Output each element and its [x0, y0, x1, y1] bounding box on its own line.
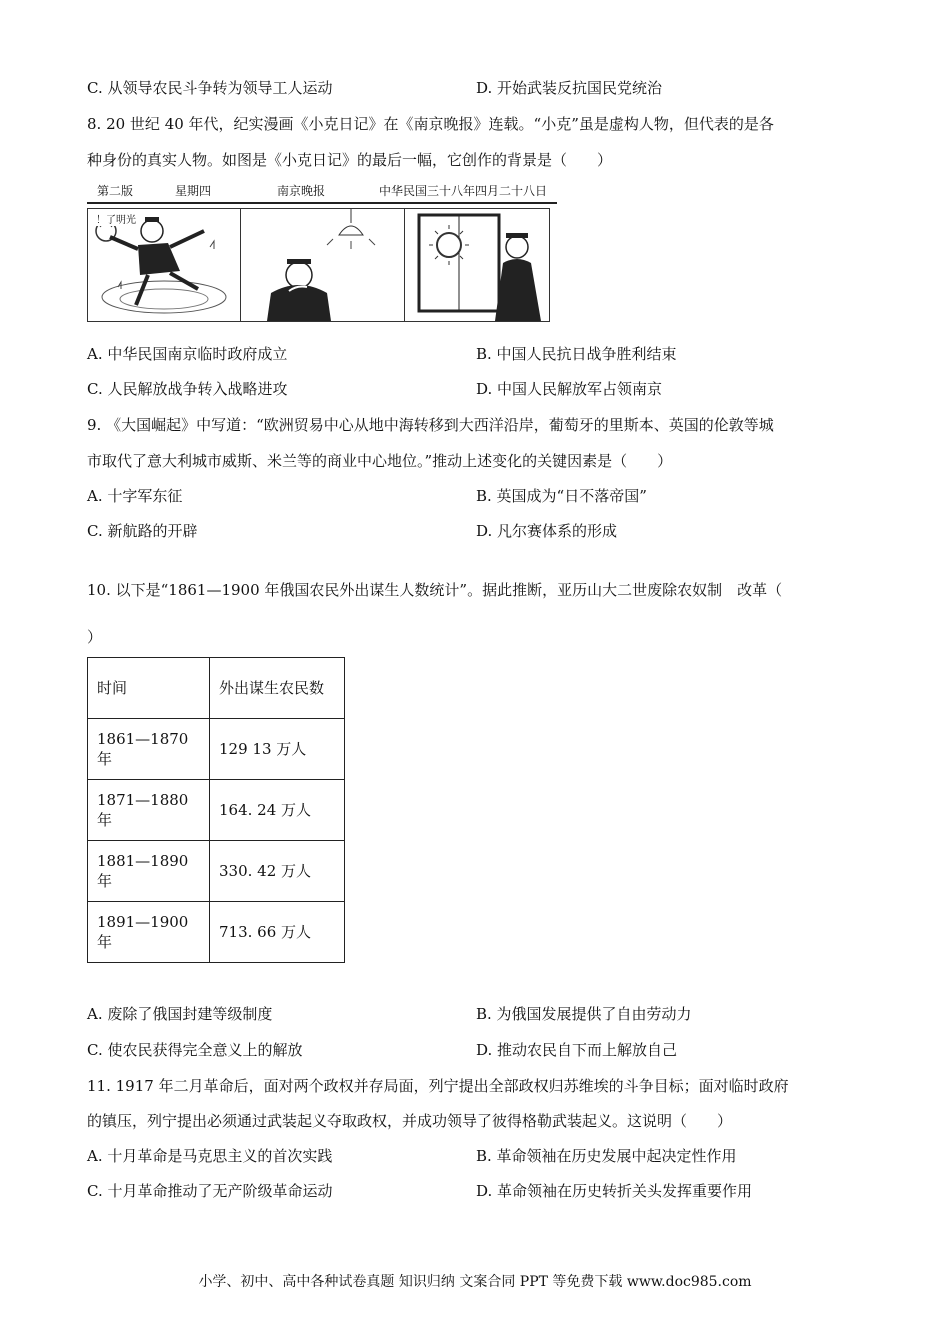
q10-option-b: B. 为俄国发展提供了自由劳动力 [476, 1005, 692, 1023]
emigration-stats-table [87, 657, 345, 963]
q9-stem-line1: 9. 《大国崛起》中写道：“欧洲贸易中心从地中海转移到大西洋沿岸，葡萄牙的里斯本、英国的伦敦等城 [87, 416, 774, 434]
table-cell-count: 129 13 万人 [210, 719, 345, 780]
table-header-row [88, 658, 345, 719]
q11-option-d: D. 革命领袖在历史转折关头发挥重要作用 [476, 1182, 753, 1200]
q8-stem-line1: 8. 20 世纪 40 年代，纪实漫画《小克日记》在《南京晚报》连载。“小克”虽是虚构人物，但代表的是各 [87, 115, 774, 133]
q11-option-b: B. 革命领袖在历史发展中起决定性作用 [476, 1147, 737, 1165]
q8-option-d: D. 中国人民解放军占领南京 [476, 380, 663, 398]
q11-stem-line1: 11. 1917 年二月革命后，面对两个政权并存局面，列宁提出全部政权归苏维埃的斗争目标；面对临时政府 [87, 1077, 789, 1095]
table-cell-count: 713. 66 万人 [210, 902, 345, 963]
page-footer: 小学、初中、高中各种试卷真题 知识归纳 文案合同 PPT 等免费下载 www.doc985.com [198, 1274, 752, 1290]
q9-option-d: D. 凡尔赛体系的形成 [476, 522, 618, 540]
table-cell-period: 1871—1880年 [88, 780, 210, 841]
table-cell-period: 1891—1900年 [88, 902, 210, 963]
q9-option-b: B. 英国成为“日不落帝国” [476, 487, 647, 505]
comic-caption: ！了明光 [96, 211, 136, 226]
table-cell-count: 164. 24 万人 [210, 780, 345, 841]
q9-option-a: A. 十字军东征 [87, 487, 183, 505]
figure-under-lamp-illustration [241, 209, 404, 321]
table-header-cell: 外出谋生农民数 [210, 658, 345, 719]
comic-panel-1 [87, 208, 241, 322]
q10-option-c: C. 使农民获得完全意义上的解放 [87, 1041, 303, 1059]
table-row [88, 841, 345, 902]
q8-stem-line2: 种身份的真实人物。如图是《小克日记》的最后一幅，它创作的背景是（ ） [87, 151, 613, 169]
table-cell-period: 1881—1890年 [88, 841, 210, 902]
q9-stem-line2: 市取代了意大利城市威斯、米兰等的商业中心地位。”推动上述变化的关键因素是（ ） [87, 452, 673, 470]
table-row [88, 902, 345, 963]
comic-strip [87, 178, 557, 321]
q8-option-c: C. 人民解放战争转入战略进攻 [87, 380, 288, 398]
comic-page: 第二版 [97, 184, 134, 198]
comic-date: 中华民国三十八年四月二十八日 [379, 184, 548, 198]
q11-stem-line2: 的镇压，列宁提出必须通过武装起义夺取政权，并成功领导了彼得格勒武装起义。这说明（ ） [87, 1112, 733, 1130]
figure-at-window-illustration [405, 209, 549, 321]
table-row [88, 780, 345, 841]
q10-option-d: D. 推动农民自下而上解放自己 [476, 1041, 678, 1059]
q8-option-a: A. 中华民国南京临时政府成立 [87, 345, 288, 363]
q7-option-c: C. 从领导农民斗争转为领导工人运动 [87, 79, 333, 97]
q10-stem-line1: 10. 以下是“1861—1900 年俄国农民外出谋生人数统计”。据此推断，亚历山大二世废除农奴制 改革（ [87, 581, 783, 599]
table-row [88, 719, 345, 780]
comic-panel-3 [404, 208, 550, 322]
table-cell-count: 330. 42 万人 [210, 841, 345, 902]
q8-option-b: B. 中国人民抗日战争胜利结束 [476, 345, 677, 363]
q7-option-d: D. 开始武装反抗国民党统治 [476, 79, 663, 97]
q9-option-c: C. 新航路的开辟 [87, 522, 198, 540]
comic-paper: 南京晚报 [277, 184, 326, 198]
q11-option-a: A. 十月革命是马克思主义的首次实践 [87, 1147, 333, 1165]
table-cell-period: 1861—1870年 [88, 719, 210, 780]
comic-panel-2 [240, 208, 405, 322]
q10-stem-line2: ） [87, 628, 103, 646]
table-header-cell: 时间 [88, 658, 210, 719]
comic-header-rule [87, 202, 557, 204]
comic-header [87, 178, 557, 202]
q11-option-c: C. 十月革命推动了无产阶级革命运动 [87, 1182, 333, 1200]
q10-option-a: A. 废除了俄国封建等级制度 [87, 1005, 273, 1023]
comic-weekday: 星期四 [175, 184, 212, 198]
